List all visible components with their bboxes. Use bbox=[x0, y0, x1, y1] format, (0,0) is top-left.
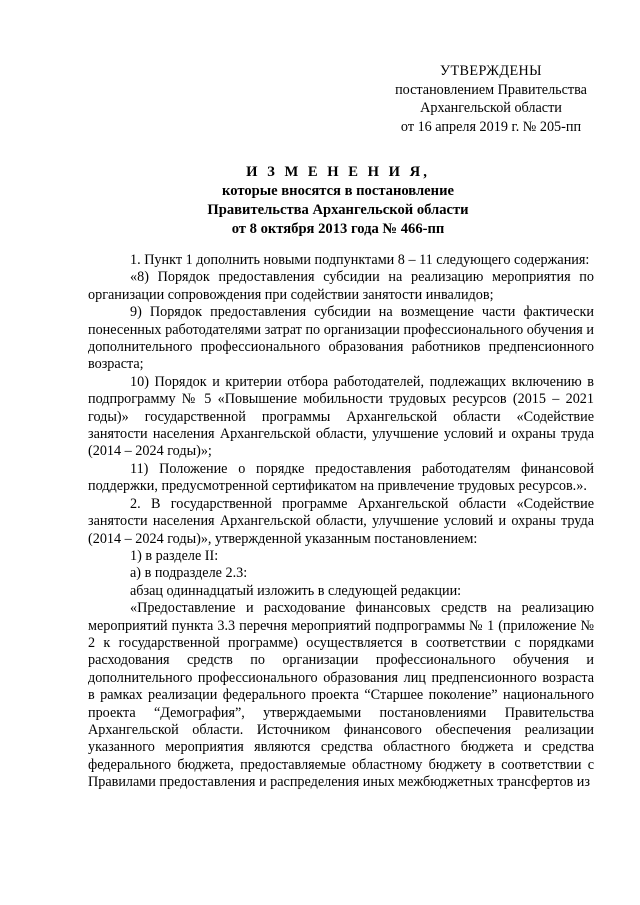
approval-heading: УТВЕРЖДЕНЫ bbox=[440, 63, 542, 79]
paragraph: 9) Порядок предоставления субсидии на возмещение части фактически понесенных работодателями затрат по организации профессионального обучения и дополнительного профессионального образования работников предпенсионного возраста; bbox=[88, 304, 594, 373]
paragraph: 2. В государственной программе Архангельской области «Содействие занятости населения Архангельской области, улучшение условий и охраны труда (2014 – 2024 годы)», утвержденной указанным постановлением: bbox=[88, 495, 594, 547]
paragraph: абзац одиннадцатый изложить в следующей редакции: bbox=[130, 582, 462, 599]
title-line: от 8 октября 2013 года № 466-пп bbox=[231, 221, 445, 237]
document-body bbox=[88, 252, 594, 792]
title-heading: И З М Е Н Е Н И Я, bbox=[246, 164, 430, 180]
paragraph: 11) Положение о порядке предоставления работодателям финансовой поддержки, предусмотренной сертификатом на привлечение трудовых ресурсов.». bbox=[88, 460, 594, 495]
document-title bbox=[88, 163, 588, 239]
approval-date-line: от 16 апреля 2019 г. № 205-пп bbox=[400, 118, 582, 135]
paragraph: а) в подразделе 2.3: bbox=[130, 565, 248, 582]
approval-stamp bbox=[372, 62, 610, 136]
approval-line: постановлением Правительства bbox=[395, 81, 587, 98]
paragraph: 1. Пункт 1 дополнить новыми подпунктами 8 – 11 следующего содержания: bbox=[130, 252, 590, 268]
paragraph: 1) в разделе II: bbox=[130, 547, 219, 564]
paragraph: «8) Порядок предоставления субсидии на реализацию мероприятия по организации сопровождения при содействии занятости инвалидов; bbox=[88, 269, 594, 303]
title-line: Правительства Архангельской области bbox=[207, 202, 469, 218]
approval-line: Архангельской области bbox=[420, 100, 562, 116]
paragraph: 10) Порядок и критерии отбора работодателей, подлежащих включению в подпрограмму № 5 «Повышение мобильности трудовых ресурсов (2015 – 2021 годы)» государственной программы Архангельской области «Содействие занятости населения Архангельской области, улучшение условий и охраны труда (2014 – 2024 годы)»; bbox=[88, 373, 594, 460]
paragraph: «Предоставление и расходование финансовых средств на реализацию мероприятий пункта 3.3 перечня мероприятий подпрограммы № 1 (приложение № 2 к государственной программе) осуществляется в соответствии с порядками расходования средств по организации профессионального обучения и дополнительного профессионального образования лиц предпенсионного возраста в рамках реализации федерального проекта “Старшее поколение” национального проекта “Демография”, утверждаемыми постановлениями Правительства Архангельской области. Источником финансового обеспечения реализации указанного мероприятия являются средства областного бюджета и средства федерального бюджета, предоставляемые областному бюджету в соответствии с Правилами предоставления и распределения иных межбюджетных трансфертов из bbox=[88, 600, 594, 791]
title-line: которые вносятся в постановление bbox=[222, 183, 454, 199]
